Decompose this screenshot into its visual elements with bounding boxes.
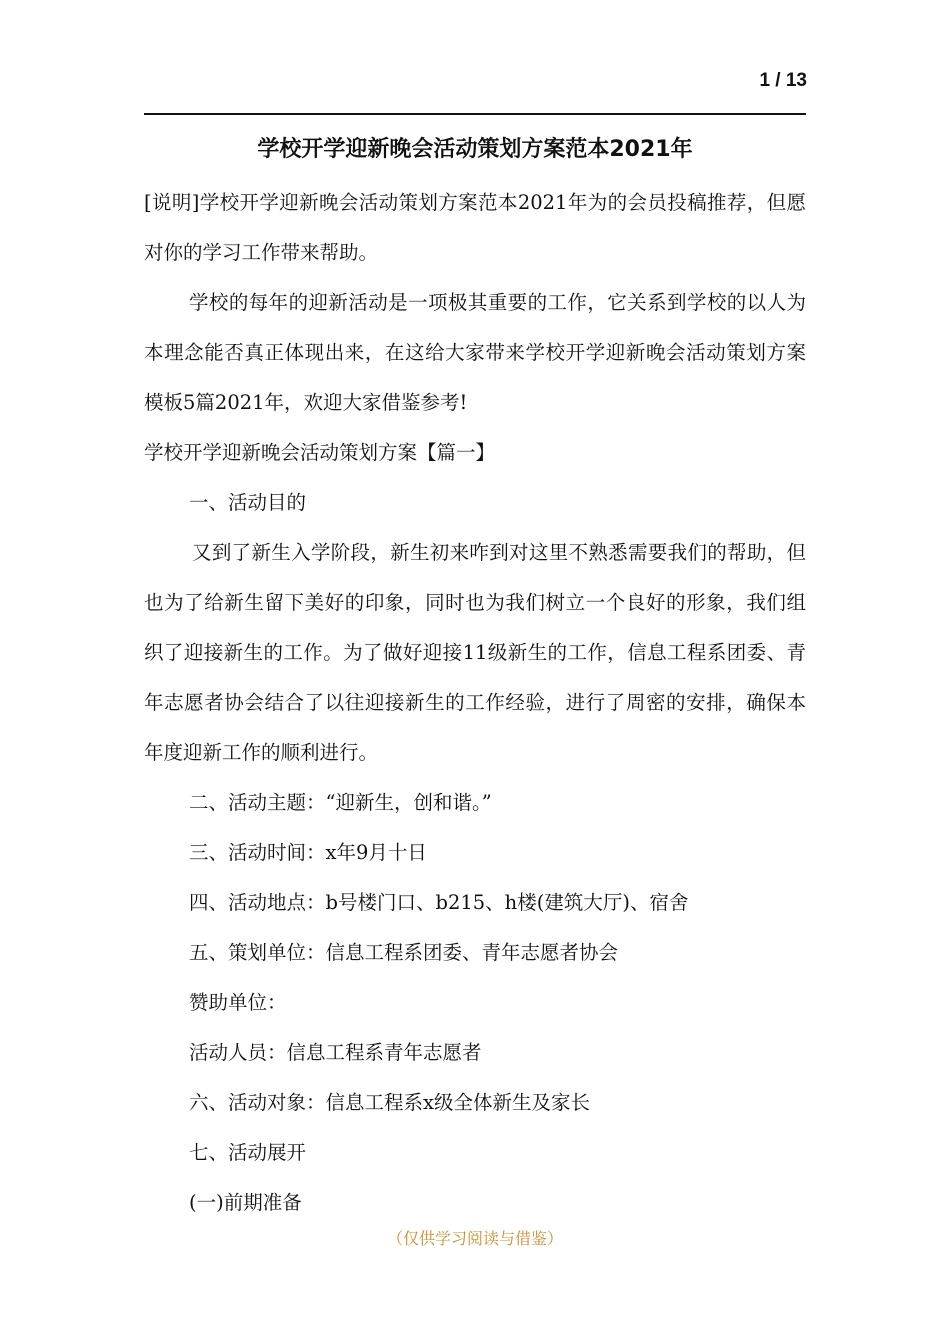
item-line: 五、策划单位：信息工程系团委、青年志愿者协会 (189, 941, 619, 964)
page-number: 1 / 13 (759, 70, 807, 91)
body-paragraph: 又到了新生入学阶段，新生初来咋到对这里不熟悉需要我们的帮助，但也为了给新生留下美好的印象，同时也为我们树立一个良好的形象，我们组织了迎接新生的工作。为了做好迎接11级新生的工作，信息工程系团委、青年志愿者协会结合了以往迎接新生的工作经验，进行了周密的安排，确保本年度迎新工作的顺利进行。 (144, 541, 806, 764)
item-line: 三、活动时间：x年9月十日 (189, 841, 427, 864)
item-line: 赞助单位： (189, 991, 287, 1014)
item-line: (一)前期准备 (189, 1191, 302, 1214)
intro-paragraph: 学校的每年的迎新活动是一项极其重要的工作，它关系到学校的以人为本理念能否真正体现出来，在这给大家带来学校开学迎新晚会活动策划方案模板5篇2021年，欢迎大家借鉴参考! (144, 291, 806, 414)
document-title: 学校开学迎新晚会活动策划方案范本2021年 (257, 137, 693, 162)
item-line: 活动人员：信息工程系青年志愿者 (189, 1041, 482, 1064)
item-line: 七、活动展开 (189, 1141, 307, 1164)
section-heading: 学校开学迎新晚会活动策划方案【篇一】 (144, 441, 496, 464)
header-divider (144, 113, 806, 115)
footer-note: （仅供学习阅读与借鉴） (386, 1229, 563, 1248)
item-line: 二、活动主题：“迎新生，创和谐。” (189, 791, 492, 814)
item-heading: 一、活动目的 (189, 491, 307, 514)
intro-note-paragraph: [说明]学校开学迎新晚会活动策划方案范本2021年为的会员投稿推荐，但愿对你的学习工作带来帮助。 (144, 191, 806, 264)
item-line: 六、活动对象：信息工程系x级全体新生及家长 (189, 1091, 590, 1114)
item-line: 四、活动地点：b号楼门口、b215、h楼(建筑大厅)、宿舍 (189, 891, 689, 914)
document-body (144, 178, 806, 1228)
